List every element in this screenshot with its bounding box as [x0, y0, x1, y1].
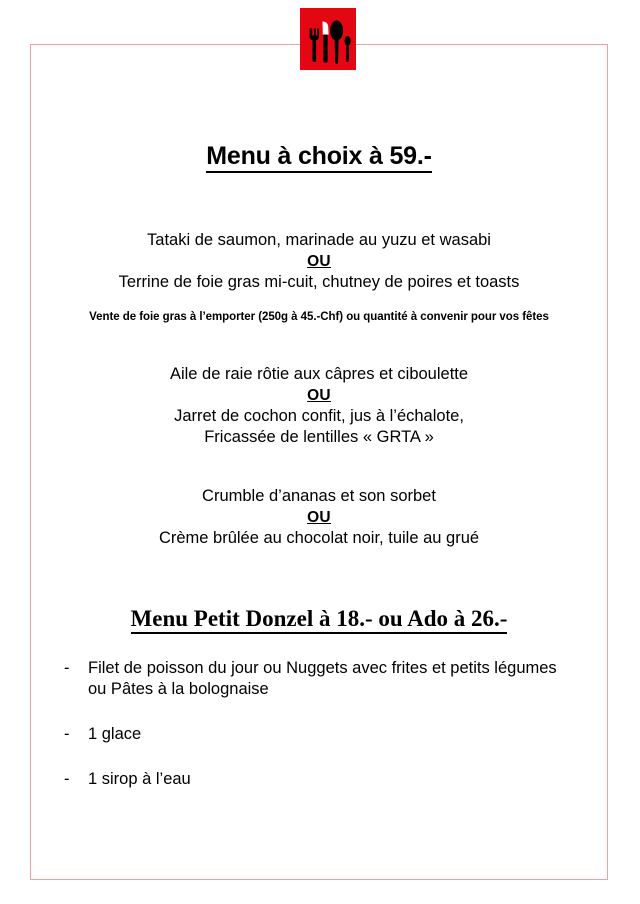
list-item-text — [88, 769, 594, 790]
main-option-a: Aile de raie rôtie aux câpres et ciboulette — [169, 365, 469, 383]
starter-option-a: Tataki de saumon, marinade au yuzu et wasabi — [147, 231, 491, 249]
separator-ou-main: OU — [307, 387, 331, 404]
course-main — [30, 364, 608, 448]
list-item-line2: ou Pâtes à la bolognaise — [88, 680, 269, 698]
dessert-option-b: Crème brûlée au chocolat noir, tuile au grué — [158, 529, 480, 547]
list-item-line1: 1 sirop à l’eau — [88, 770, 191, 788]
main-option-b-line2: Fricassée de lentilles « GRTA » — [204, 428, 434, 446]
course-starter — [30, 230, 608, 293]
foie-gras-note: Vente de foie gras à l’emporter (250g à 45.-Chf) ou quantité à convenir pour vos fêtes — [89, 311, 549, 323]
list-item-text — [88, 658, 594, 700]
kids-menu-title-text: Menu Petit Donzel à 18.- ou Ado à 26.- — [131, 606, 508, 634]
list-item-line1: Filet de poisson du jour ou Nuggets avec frites et petits légumes — [88, 659, 557, 677]
separator-ou-starter: OU — [307, 253, 331, 270]
dessert-option-a: Crumble d’ananas et son sorbet — [202, 487, 436, 505]
list-item — [64, 724, 594, 745]
list-dash: - — [64, 725, 70, 743]
list-item-text — [88, 724, 594, 745]
starter-option-b: Terrine de foie gras mi-cuit, chutney de poires et toasts — [118, 273, 520, 291]
main-option-b-line1: Jarret de cochon confit, jus à l’échalote, — [174, 407, 464, 425]
menu-title-text: Menu à choix à 59.- — [206, 142, 431, 173]
list-dash: - — [64, 659, 70, 677]
list-item-line1: 1 glace — [88, 725, 142, 743]
cutlery-icon — [300, 8, 356, 70]
course-dessert — [30, 486, 608, 549]
kids-menu-title — [30, 606, 608, 632]
list-item — [64, 769, 594, 790]
list-item — [64, 658, 594, 700]
menu-document — [30, 44, 608, 880]
kids-menu-list — [64, 658, 594, 814]
page-title — [30, 142, 608, 171]
cutlery-logo — [300, 8, 356, 70]
separator-ou-dessert: OU — [307, 509, 331, 526]
list-dash: - — [64, 770, 70, 788]
